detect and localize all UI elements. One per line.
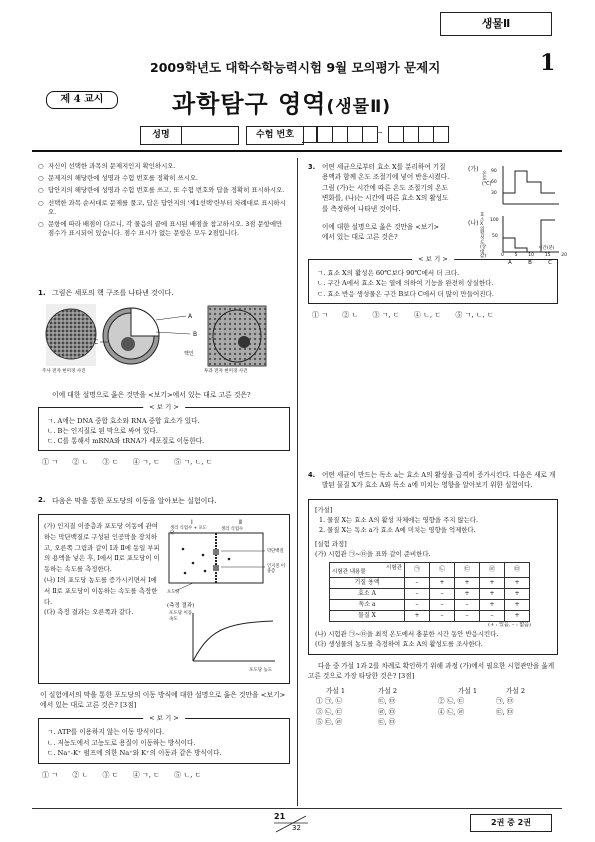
q3-choice-5[interactable]: ⑤ ㄱ, ㄴ, ㄷ [455, 311, 494, 320]
q4-choice-4[interactable]: ④ ㉡, ㉣ [438, 707, 465, 716]
table-row [330, 577, 530, 588]
q4-answer-grid [308, 686, 558, 728]
q2-fig-glucose-label: 포도당 [167, 590, 180, 595]
q4-table [329, 562, 530, 622]
q4-choice-3[interactable]: ③ ㉡, ㉢ [316, 707, 343, 716]
q1-bogi-item: ㄷ. C를 통해서 mRNA와 tRNA가 세포질로 이동한다. [47, 437, 205, 445]
q1-bogi-box [38, 403, 290, 451]
q4-number: 4. [308, 471, 316, 479]
q4-table-corner-top: 시험관 [386, 564, 402, 571]
table-row [330, 599, 530, 610]
q4-table-col-header: ㉠ [405, 562, 430, 577]
page-total: 32 [292, 824, 301, 832]
q3-graph-b-label: (나) [468, 220, 479, 227]
period-badge: 제 4 교시 [46, 91, 118, 109]
q3-choice-4[interactable]: ④ ㄴ, ㄷ [413, 311, 442, 320]
q1-stem: 그림은 세포의 핵 구조를 나타낸 것이다. [52, 289, 174, 297]
q2-bogi-box [38, 714, 290, 764]
q2-result-ylabel: 포도당 이동 속도 [169, 611, 193, 622]
q2-question: 이 실험에서의 막을 통한 포도당의 이동 방식에 대한 설명으로 옳은 것만을 <보기>에서 있는 대로 고른 것은? [3점] [40, 691, 286, 709]
id-box [403, 126, 419, 143]
instruction-item: ○ 답안지의 해당란에 성명과 수험 번호를 쓰고, 또 수험 번호와 답을 정확히 표시하시오. [38, 186, 285, 195]
footer-rule [32, 808, 562, 809]
q4-hyp-item: 1. 물질 X는 효소 A의 활성 자체에는 영향을 주지 않는다. [319, 515, 479, 524]
q2-step: (가) 인지질 이중층과 포도당 이동에 관여하는 막단백질로 구성된 인공막을 장치하고, 오른쪽 그림과 같이 Ⅰ과 Ⅱ에 동일 부피의 용액을 넣은 후, Ⅰ에서 Ⅱ로 포도당이 이동하는 속도를 측정한다. [44, 522, 160, 574]
q3-number: 3. [308, 163, 316, 171]
instruction-item: ○ 선택한 과목 순서대로 문제를 풀고, 답은 답안지의 '제1선택'란부터 차례대로 표시하시오. [38, 198, 286, 216]
instruction-item: ○ 자신이 선택한 과목의 문제지인지 확인하시오. [38, 162, 176, 170]
q3-bogi-title: < 보 기 > [412, 254, 454, 265]
q4-choice-5-h2: ㉢, ㉤ [378, 718, 396, 727]
page-counter [272, 812, 312, 834]
id-box [388, 126, 404, 143]
q4-question: 다음 중 가설 1과 2를 차례로 확인하기 위해 과정 (가)에서 필요한 시험관만을 옳게 고른 것으로 가장 타당한 것은? [3점] [308, 661, 555, 681]
q4-hyp-item: 2. 물질 X는 독소 a가 효소 A에 미치는 영향을 억제한다. [319, 525, 476, 534]
id-box [302, 126, 317, 143]
q4-table-corner-bottom: 시험관 내용물 [332, 568, 366, 575]
q3-choice-2[interactable]: ② ㄴ [342, 311, 359, 320]
q4-table-col-header: ㉡ [430, 562, 455, 577]
q2-result-xlabel: 포도당 농도 [249, 668, 273, 673]
q4-cell: + [480, 599, 505, 610]
id-dash: – [378, 128, 383, 138]
q4-proc-c: (다) 생성물의 농도를 측정하여 효소 A의 활성도를 조사한다. [315, 639, 483, 648]
name-field[interactable] [180, 126, 239, 145]
q1-bogi-title: < 보 기 > [143, 402, 185, 412]
q1-choice-3[interactable]: ③ ㄷ [102, 458, 119, 466]
id-box [362, 126, 378, 143]
table-row [330, 610, 530, 621]
q2-label-I: Ⅰ [191, 519, 193, 526]
q3-xlabel: 시간(분) [538, 246, 555, 251]
q3-temperature-line [503, 171, 555, 193]
q3-bogi-item: ㄱ. 효소 X의 활성은 60℃보다 90℃에서 더 크다. [317, 268, 460, 277]
q2-fig-left-label: 생리 식염수 + 포도당 [170, 526, 207, 536]
q4-experiment-box [308, 499, 558, 655]
id-box [418, 126, 434, 143]
q3-graph-b-tick: 50 [492, 234, 498, 239]
q3-bogi-item: ㄷ. 효소 반응 생성물은 구간 B보다 C에서 더 많이 만들어진다. [317, 289, 494, 298]
q2-bogi-item: ㄴ. 저농도에서 고농도로 용질이 이동하는 방식이다. [47, 738, 196, 747]
q4-cell: + [505, 599, 530, 610]
q3-choice-3[interactable]: ③ ㄱ, ㄷ [372, 311, 400, 320]
q2-bogi-item: ㄷ. Na⁺-K⁺ 펌프에 의한 Na⁺와 K⁺의 이동과 같은 방식이다. [47, 749, 222, 757]
q4-table-col-header: ㉣ [480, 562, 505, 577]
volume-badge: 2권 중 2권 [470, 814, 552, 832]
q4-table-col-header: ㉤ [505, 562, 530, 577]
q1-question: 이에 대한 설명으로 옳은 것만을 <보기>에서 있는 대로 고른 것은? [52, 391, 251, 399]
id-box [332, 126, 348, 143]
q4-cell: + [480, 588, 505, 599]
area-title-main: 과학탐구 영역 [172, 90, 327, 118]
q3-x-tick: 10 [528, 253, 534, 258]
q4-cell: + [505, 588, 530, 599]
q4-table-col-header: ㉢ [455, 562, 480, 577]
q4-cell: – [455, 599, 480, 610]
q4-table-corner [330, 562, 405, 577]
id-label: 수험 번호 [246, 126, 304, 145]
q1-choice-2[interactable]: ② ㄴ [72, 458, 89, 466]
q3-graph-b-ylabel: 효소 X의 활성도(상대값) [480, 213, 487, 260]
header-rule [32, 150, 562, 152]
q4-proc-a: (가) 시험관 ㉠~㉤을 표와 같이 준비한다. [315, 549, 431, 558]
question-1 [38, 288, 290, 467]
q4-cell: – [455, 610, 480, 621]
id-field[interactable] [302, 126, 462, 143]
q2-bogi-item: ㄱ. ATP를 이용하지 않는 이동 방식이다. [47, 728, 165, 736]
q2-choice-5[interactable]: ⑤ ㄴ, ㄷ [174, 770, 202, 779]
subject-tab: 생물Ⅱ [440, 12, 552, 36]
q3-segment-c: C [548, 260, 552, 266]
name-label: 성명 [140, 126, 182, 145]
q4-row-label: 물질 X [330, 610, 405, 621]
q2-choice-1[interactable]: ① ㄱ [42, 770, 58, 779]
q4-cell: – [480, 610, 505, 621]
page-current: 21 [274, 812, 286, 821]
q2-stem: 다음은 막을 통한 포도당의 이동을 알아보는 실험이다. [52, 497, 217, 505]
q2-fig-lipid-label: 인지질 이중층 [267, 564, 285, 574]
q1-bogi-item: ㄱ. A에는 DNA 중합 효소와 RNA 중합 효소가 있다. [47, 417, 200, 425]
id-box [317, 126, 333, 143]
q4-cell: + [455, 577, 480, 588]
q4-ans-head: 가설 1 [458, 686, 478, 695]
q2-choice-3[interactable]: ③ ㄷ [102, 770, 119, 779]
q1-choice-4[interactable]: ④ ㄱ, ㄷ [132, 458, 160, 466]
q2-number: 2. [38, 496, 46, 504]
instruction-item: ○ 문항에 따라 배점이 다르니, 각 물음의 끝에 표시된 배점을 참고하시오. 3점 문항에만 점수가 표시되어 있습니다. 점수 표시가 없는 문항은 모두 2점입니다. [38, 220, 283, 238]
q4-ans-head: 가설 2 [506, 686, 526, 695]
question-2 [38, 496, 290, 780]
q2-fig-membrane-label: 막단백질 [267, 549, 284, 554]
q3-x-tick: 5 [514, 253, 518, 258]
q1-bogi-item: ㄴ. B는 인지질로 된 막으로 싸여 있다. [47, 427, 158, 435]
q4-cell: + [405, 610, 430, 621]
q2-choice-4[interactable]: ④ ㄱ, ㄷ [132, 770, 160, 779]
q2-choice-2[interactable]: ② ㄴ [72, 770, 89, 779]
q4-stem: 어떤 세균이 만드는 독소 a는 효소 A의 활성을 급격히 증가시킨다. 다음은 새로 개발된 물질 X가 효소 A와 독소 a에 미치는 영향을 알아보기 위한 실험이다. [322, 471, 556, 490]
q4-proc-b: (나) 시험관 ㉠~㉤을 최적 온도에서 충분한 시간 동안 반응시킨다. [315, 629, 499, 638]
area-title [172, 84, 391, 119]
q2-bogi-title: < 보 기 > [143, 713, 185, 724]
q1-label-b: B [193, 331, 198, 338]
q2-step: (나) Ⅰ의 포도당 농도를 증가시키면서 Ⅰ에서 Ⅱ로 포도당이 이동하는 속도를 측정한다. [44, 575, 158, 606]
id-box [347, 126, 363, 143]
question-3 [308, 162, 567, 320]
q4-cell: + [430, 577, 455, 588]
exam-title: 2009학년도 대학수학능력시험 9월 모의평가 문제지 [150, 60, 441, 75]
q4-cell: + [505, 610, 530, 621]
q4-row-label: 독소 a [330, 599, 405, 610]
q4-cell: + [455, 588, 480, 599]
q3-x-tick: 0 [501, 253, 504, 258]
q1-choice-1[interactable]: ① ㄱ [42, 458, 58, 466]
q3-choice-1[interactable]: ① ㄱ [312, 311, 328, 320]
q1-label-a: A [188, 313, 193, 320]
q1-choice-5[interactable]: ⑤ ㄱ, ㄴ, ㄷ [174, 458, 213, 466]
q2-saturation-curve [193, 621, 273, 661]
q3-bogi-item: ㄴ. 구간 A에서 효소 X는 열에 의하여 기능을 완전히 상실한다. [317, 279, 494, 288]
q3-graph-a-tick: 60 [491, 180, 497, 185]
q1-caption-2: 투과 전자 현미경 사진 [204, 369, 248, 374]
area-title-sub: (생물Ⅱ) [326, 97, 392, 117]
instruction-item: ○ 문제지의 해당란에 성명과 수험 번호를 정확히 쓰시오. [38, 174, 199, 183]
q4-proc-title: [실험 과정] [315, 539, 347, 548]
question-4 [308, 470, 558, 728]
q3-graph-a-label: (가) [468, 166, 479, 173]
q2-label-II: Ⅱ [239, 519, 242, 526]
q3-graph-a-tick: 90 [491, 169, 497, 174]
q3-graph-b-tick: 100 [490, 218, 499, 223]
q4-ans-head: 가설 2 [378, 686, 398, 695]
q3-x-tick: 15 [544, 253, 551, 258]
table-row [330, 588, 530, 599]
q3-segment-b: B [528, 260, 532, 266]
q1-number: 1. [38, 289, 46, 297]
q1-label-c: C [94, 339, 99, 346]
q4-cell: – [430, 599, 455, 610]
q3-graph-a-ylabel: 온도(℃) [482, 171, 492, 188]
q1-label-nucleolus: 핵인 [184, 351, 194, 357]
q4-cell: + [505, 577, 530, 588]
q4-choice-4-h2: ㉢, ㉤ [496, 707, 514, 716]
q4-cell: + [480, 577, 505, 588]
q3-stem: 어떤 세균으로부터 효소 X를 분리하여 기질 용액과 함께 온도 조절기에 넣어 반응시켰다. 그림 (가)는 시간에 따른 온도 조절기의 온도 변화를, (나)는 시간에 따른 효소 X의 활성도를 측정하여 나타낸 것이다. [322, 163, 450, 213]
q2-fig-right-label: 생리 식염수 [221, 527, 244, 532]
q4-cell: – [430, 588, 455, 599]
q4-choice-5[interactable]: ⑤ ㉢, ㉣ [316, 718, 343, 727]
q3-segment-a: A [508, 260, 512, 266]
q4-cell: – [405, 588, 430, 599]
q3-x-ticks [501, 253, 567, 258]
q2-experiment-box [38, 514, 290, 684]
id-box [433, 126, 449, 143]
q4-row-label: 효소 A [330, 588, 405, 599]
page-number: 1 [540, 50, 556, 76]
q4-choice-2-h2: ㉠, ㉤ [496, 697, 514, 706]
q4-choice-2[interactable]: ② ㉡, ㉢ [438, 697, 465, 706]
q4-choice-1[interactable]: ① ㉠, ㉡ [316, 697, 343, 706]
q2-result-graph [189, 611, 279, 667]
q4-row-label: 기질 용액 [330, 577, 405, 588]
q4-choice-3-h2: ㉣, ㉤ [378, 707, 396, 716]
instructions [38, 162, 288, 238]
q2-result-title: (측정 결과) [167, 603, 195, 609]
q4-table-note: (+ : 있음, – : 없음) [488, 621, 531, 628]
q4-ans-head: 가설 1 [326, 686, 346, 695]
q4-hyp-title: [가설] [315, 505, 333, 514]
column-divider [297, 158, 298, 806]
q1-caption-1: 주사 전자 현미경 사진 [42, 369, 86, 374]
q3-graph-a-tick: 30 [491, 191, 497, 196]
q4-choice-1-h2: ㉢, ㉤ [378, 697, 396, 706]
q3-graph-a [501, 166, 561, 206]
q4-cell: – [430, 610, 455, 621]
q3-x-tick: 20 [561, 253, 567, 258]
q4-cell: – [405, 577, 430, 588]
q4-cell: – [405, 599, 430, 610]
q2-step: (다) 측정 결과는 오른쪽과 같다. [44, 608, 134, 617]
q3-question: 이에 대한 설명으로 옳은 것만을 <보기>에서 있는 대로 고른 것은? [322, 223, 440, 242]
